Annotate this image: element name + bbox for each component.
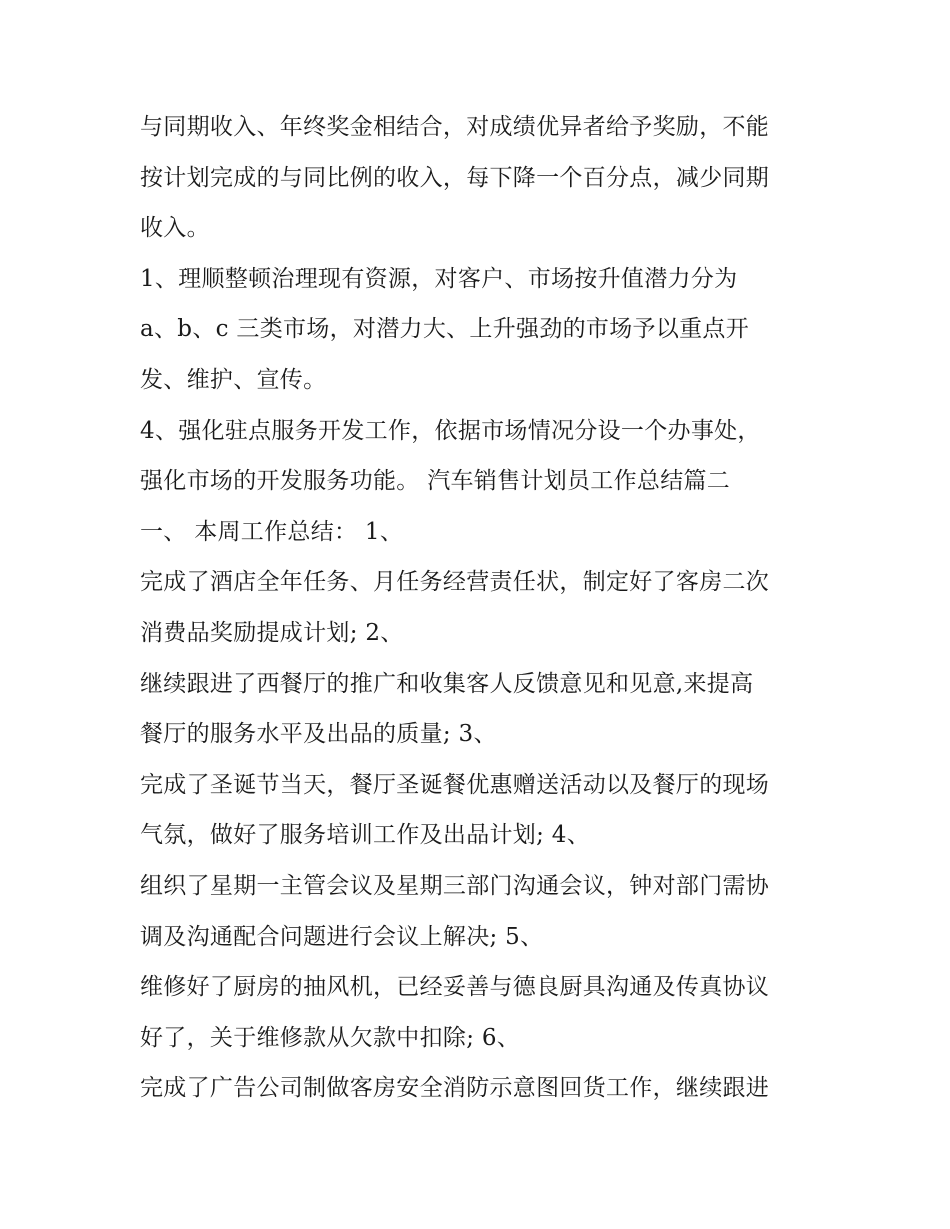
text-line: 完成了酒店全年任务、月任务经营责任状，制定好了客房二次: [140, 569, 770, 596]
text-line: 好了，关于维修款从欠款中扣除; 6、: [140, 1024, 521, 1051]
text-line: 完成了圣诞节当天，餐厅圣诞餐优惠赠送活动以及餐厅的现场: [140, 771, 770, 798]
text-line: 完成了广告公司制做客房安全消防示意图回货工作，继续跟进: [140, 1075, 770, 1102]
text-line: a、b、c 三类市场，对潜力大、上升强劲的市场予以重点开: [140, 316, 750, 343]
text-line: 按计划完成的与同比例的收入，每下降一个百分点，减少同期: [140, 164, 770, 191]
text-line: 继续跟进了西餐厅的推广和收集客人反馈意见和见意,来提高: [140, 670, 754, 697]
text-line: 1、理顺整顿治理现有资源，对客户、市场按升值潜力分为: [140, 265, 738, 292]
text-line: 调及沟通配合问题进行会议上解决; 5、: [140, 923, 544, 950]
text-line: 4、强化驻点服务开发工作，依据市场情况分设一个办事处，: [140, 417, 761, 444]
text-line: 强化市场的开发服务功能。 汽车销售计划员工作总结篇二: [140, 468, 731, 495]
text-line: 发、维护、宣传。: [140, 366, 327, 393]
text-line: 与同期收入、年终奖金相结合，对成绩优异者给予奖励，不能: [140, 114, 770, 140]
text-line: 消费品奖励提成计划; 2、: [140, 619, 404, 646]
text-line: 收入。: [140, 215, 210, 242]
text-line: 组织了星期一主管会议及星期三部门沟通会议，钟对部门需协: [140, 872, 770, 899]
text-line: 气氛，做好了服务培训工作及出品计划; 4、: [140, 822, 590, 849]
document-body: [140, 102, 830, 1114]
text-line: 维修好了厨房的抽风机，已经妥善与德良厨具沟通及传真协议: [140, 974, 770, 1001]
text-line: 一、 本周工作总结： 1、: [140, 518, 404, 545]
text-line: 餐厅的服务水平及出品的质量; 3、: [140, 721, 497, 748]
